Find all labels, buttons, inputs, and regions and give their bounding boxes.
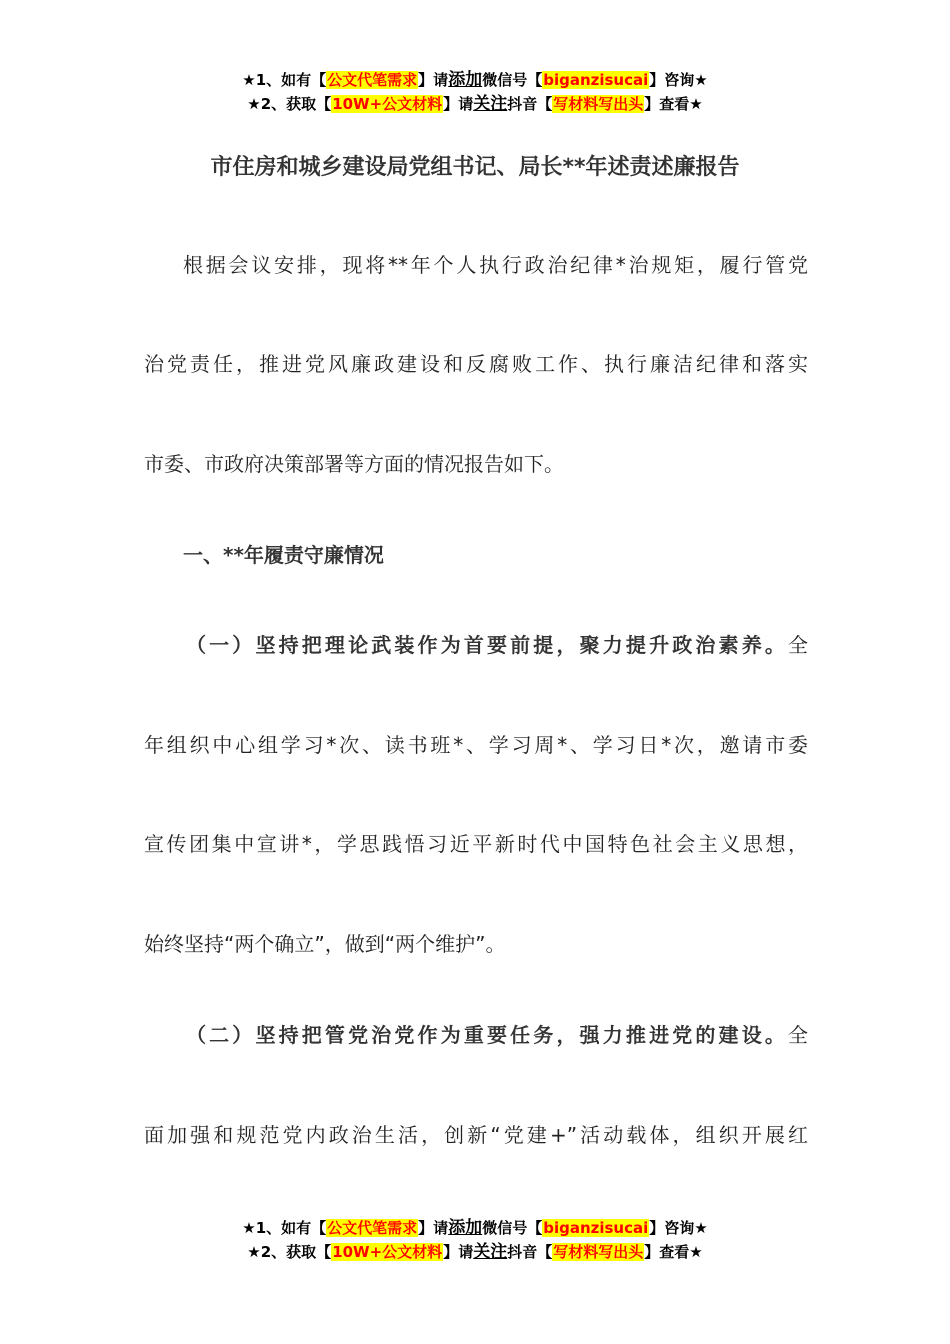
body-line: 年组织中心组学习*次、读书班*、学习周*、学习日*次，邀请市委 <box>144 733 808 757</box>
star-icon: ★ <box>247 1243 261 1261</box>
star-icon: ★ <box>247 95 261 113</box>
subsection-heading: （一）坚持把理论武装作为首要前提，聚力提升政治素养。 <box>186 633 788 657</box>
star-icon: ★ <box>689 95 703 113</box>
promo-highlight: 公文代笔需求 <box>327 71 418 89</box>
body-line: 治党责任，推进党风廉政建设和反腐败工作、执行廉洁纪律和落实 <box>144 352 808 376</box>
section-heading: 一、**年履责守廉情况 <box>183 543 384 567</box>
promo-text: 】咨询 <box>649 1219 695 1237</box>
body-line: 面加强和规范党内政治生活，创新“党建+”活动载体，组织开展红 <box>144 1123 808 1147</box>
promo-wechat-id: biganzisucai <box>543 71 649 89</box>
body-line: 宣传团集中宣讲*，学思践悟习近平新时代中国特色社会主义思想， <box>144 832 808 856</box>
promo-text: 】咨询 <box>649 71 695 89</box>
promo-banner-bottom <box>0 1216 950 1264</box>
promo-line-1 <box>0 68 950 92</box>
promo-text: 】请 <box>443 95 474 113</box>
promo-text: 】查看 <box>644 1243 690 1261</box>
promo-text: 1、如有【 <box>255 71 327 89</box>
promo-text: 抖音【 <box>507 95 553 113</box>
promo-line-2 <box>0 1240 950 1264</box>
body-line: 始终坚持“两个确立”，做到“两个维护”。 <box>144 932 506 956</box>
promo-text: 抖音【 <box>507 1243 553 1261</box>
subsection-heading: （二）坚持把管党治党作为重要任务，强力推进党的建设。 <box>186 1023 788 1047</box>
star-icon: ★ <box>242 71 256 89</box>
promo-line-2 <box>0 92 950 116</box>
promo-highlight: 10W+公文材料 <box>332 1243 443 1261</box>
body-text: 全 <box>788 1023 808 1047</box>
body-text: 全 <box>788 633 808 657</box>
promo-text: 】请 <box>443 1243 474 1261</box>
promo-highlight: 公文代笔需求 <box>327 1219 418 1237</box>
promo-wechat-id: biganzisucai <box>543 1219 649 1237</box>
promo-emphasis: 添加 <box>448 70 483 90</box>
promo-line-1 <box>0 1216 950 1240</box>
subsection-line <box>144 630 808 660</box>
promo-douyin-id: 写材料写出头 <box>553 1243 644 1261</box>
star-icon: ★ <box>694 71 708 89</box>
document-title: 市住房和城乡建设局党组书记、局长**年述责述廉报告 <box>210 155 740 180</box>
promo-emphasis: 关注 <box>473 1242 508 1262</box>
promo-text: 2、获取【 <box>260 95 332 113</box>
promo-text: 】请 <box>418 1219 449 1237</box>
promo-text: 微信号【 <box>482 1219 543 1237</box>
promo-text: 微信号【 <box>482 71 543 89</box>
star-icon: ★ <box>694 1219 708 1237</box>
promo-text: 1、如有【 <box>255 1219 327 1237</box>
promo-text: 2、获取【 <box>260 1243 332 1261</box>
star-icon: ★ <box>242 1219 256 1237</box>
promo-highlight: 10W+公文材料 <box>332 95 443 113</box>
subsection-line <box>144 1020 808 1050</box>
star-icon: ★ <box>689 1243 703 1261</box>
promo-banner-top <box>0 68 950 116</box>
promo-emphasis: 添加 <box>448 1218 483 1238</box>
promo-text: 】请 <box>418 71 449 89</box>
body-line: 根据会议安排，现将**年个人执行政治纪律*治规矩，履行管党 <box>183 253 808 277</box>
promo-emphasis: 关注 <box>473 94 508 114</box>
promo-douyin-id: 写材料写出头 <box>553 95 644 113</box>
body-line: 市委、市政府决策部署等方面的情况报告如下。 <box>144 452 564 476</box>
promo-text: 】查看 <box>644 95 690 113</box>
